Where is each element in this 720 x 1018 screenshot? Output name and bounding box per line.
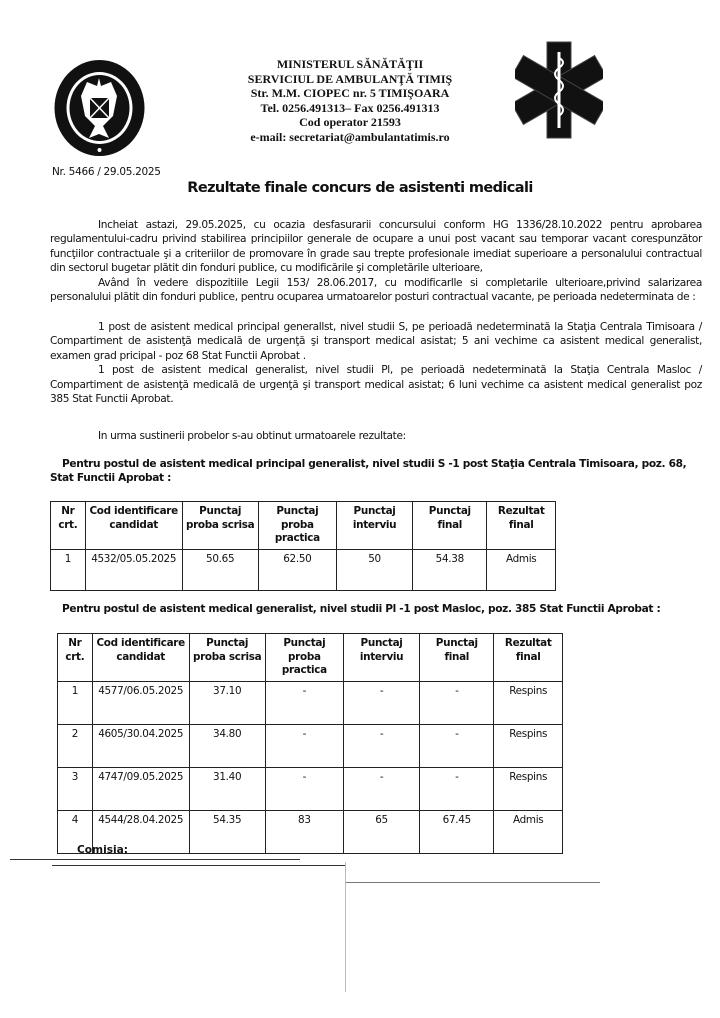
service-name: SERVICIUL DE AMBULANŢĂ TIMIŞ bbox=[247, 71, 453, 86]
cell-practica: 62.50 bbox=[258, 549, 336, 590]
cell-scris: 50.65 bbox=[182, 549, 258, 590]
institution-header bbox=[200, 57, 500, 145]
address: Str. M.M. CIOPEC nr. 5 TIMIŞOARA bbox=[250, 86, 450, 101]
col-nr: Nr crt. bbox=[58, 634, 93, 682]
table-row bbox=[58, 767, 563, 810]
results-table-timisoara bbox=[50, 501, 556, 591]
seal-icon bbox=[52, 58, 147, 168]
cell-practica: - bbox=[265, 767, 343, 810]
position-masloc: 1 post de asistent medical generalist, nivel studii Pl, pe perioadă nedeterminată la Staţia Centrala Masloc / Compartiment de asistenţă medicală de urgenţă şi transport medical asistat; 6 luni vechime ca asistent medical generalist poz 385 Stat Functii Aprobat. bbox=[50, 364, 702, 406]
cell-nr: 4 bbox=[58, 810, 93, 853]
col-cod: Cod identificare candidat bbox=[85, 502, 182, 550]
cell-final: 67.45 bbox=[420, 810, 494, 853]
col-scris: Punctaj proba scrisa bbox=[182, 502, 258, 550]
cell-scris: 34.80 bbox=[189, 724, 265, 767]
cell-interviu: - bbox=[343, 724, 419, 767]
results-table-masloc bbox=[57, 633, 563, 854]
cell-final: - bbox=[420, 767, 494, 810]
cell-cod: 4544/28.04.2025 bbox=[92, 810, 189, 853]
col-scris: Punctaj proba scrisa bbox=[189, 634, 265, 682]
table-row bbox=[58, 810, 563, 853]
col-interviu: Punctaj interviu bbox=[336, 502, 412, 550]
cell-rezultat: Respins bbox=[494, 681, 563, 724]
cell-cod: 4605/30.04.2025 bbox=[92, 724, 189, 767]
position-timisoara: 1 post de asistent medical principal generallst, nivel studii S, pe perioadă nedeterminată la Staţia Centrala Timisoara / Compartiment de asistenţă medicală de urgenţă şi transport medical asistat; 5 ani vechime ca asistent medical generalist, examen grad pricipal - poz 68 Stat Functii Aprobat . bbox=[50, 321, 702, 362]
star-of-life-icon bbox=[515, 40, 603, 140]
cell-nr: 3 bbox=[58, 767, 93, 810]
cell-final: 54.38 bbox=[413, 549, 487, 590]
paragraph-legal-basis: Incheiat astazi, 29.05.2025, cu ocazia desfasurarii concursului conform HG 1336/28.10.2022 pentru aprobarea regulamentului-cadru privind stabilirea principiilor generale de ocupare a unui post vacant sau temporar vacant corespunzător funcţiilor contractuale şi a criteriilor de promovare în grade sau trepte profesionale imediat superioare a personalului contractual din sectorul bugetar plătit din fonduri publice, cu modificările şi completările ulterioare, bbox=[50, 219, 702, 275]
operator-code: Cod operator 21593 bbox=[299, 115, 401, 130]
redaction-line bbox=[345, 882, 600, 883]
cell-nr: 1 bbox=[58, 681, 93, 724]
results-intro-text: In urma sustinerii probelor s-au obtinut urmatoarele rezultate: bbox=[98, 430, 406, 442]
cell-interviu: - bbox=[343, 767, 419, 810]
table-header-row bbox=[51, 502, 556, 550]
table-row bbox=[51, 549, 556, 590]
col-cod: Cod identificare candidat bbox=[92, 634, 189, 682]
cell-interviu: 50 bbox=[336, 549, 412, 590]
col-rezultat: Rezultat final bbox=[487, 502, 556, 550]
cell-scris: 31.40 bbox=[189, 767, 265, 810]
cell-final: - bbox=[420, 724, 494, 767]
cell-cod: 4532/05.05.2025 bbox=[85, 549, 182, 590]
col-final: Punctaj final bbox=[413, 502, 487, 550]
intro-paragraphs bbox=[50, 218, 702, 304]
cell-interviu: 65 bbox=[343, 810, 419, 853]
cell-practica: - bbox=[265, 724, 343, 767]
commission-label: Comisia: bbox=[77, 844, 129, 856]
cell-rezultat: Admis bbox=[487, 549, 556, 590]
document-title: Rezultate finale concurs de asistenti medicali bbox=[187, 180, 533, 196]
redaction-divider bbox=[345, 862, 346, 992]
cell-rezultat: Respins bbox=[494, 767, 563, 810]
col-final: Punctaj final bbox=[420, 634, 494, 682]
cell-cod: 4577/06.05.2025 bbox=[92, 681, 189, 724]
ministry-name: MINISTERUL SĂNĂTĂŢII bbox=[276, 57, 424, 71]
section-heading-timisoara: Pentru postul de asistent medical principal generalist, nivel studii S -1 post Staţia Centrala Timisoara, poz. 68, Stat Functii Aprobat : bbox=[50, 458, 687, 485]
col-practica: Punctaj proba practica bbox=[265, 634, 343, 682]
cell-nr: 2 bbox=[58, 724, 93, 767]
table-header-row bbox=[58, 634, 563, 682]
col-interviu: Punctaj interviu bbox=[343, 634, 419, 682]
cell-scris: 54.35 bbox=[189, 810, 265, 853]
col-practica: Punctaj proba practica bbox=[258, 502, 336, 550]
paragraph-salary-law: Având în vedere dispozitiile Legii 153/ 28.06.2017, cu modificarlle si completarile ulterioare,privind salarizarea personalului plătit din fonduri publice, pentru ocuparea urmatoarelor posturi contractual vacante, pe perioada nedeterminata de : bbox=[50, 276, 702, 304]
cell-practica: - bbox=[265, 681, 343, 724]
redaction-line bbox=[52, 865, 345, 866]
cell-cod: 4747/09.05.2025 bbox=[92, 767, 189, 810]
cell-final: - bbox=[420, 681, 494, 724]
redaction-line bbox=[10, 859, 300, 860]
table-row bbox=[58, 681, 563, 724]
cell-interviu: - bbox=[343, 681, 419, 724]
cell-practica: 83 bbox=[265, 810, 343, 853]
col-nr: Nr crt. bbox=[51, 502, 86, 550]
phone-fax: Tel. 0256.491313– Fax 0256.491313 bbox=[260, 100, 440, 115]
cell-rezultat: Respins bbox=[494, 724, 563, 767]
positions-list bbox=[50, 320, 702, 406]
table-row bbox=[58, 724, 563, 767]
results-intro bbox=[50, 429, 702, 443]
section-heading-masloc: Pentru postul de asistent medical generalist, nivel studii Pl -1 post Masloc, poz. 385 Stat Functii Aprobat : bbox=[62, 603, 661, 615]
col-rezultat: Rezultat final bbox=[494, 634, 563, 682]
email: e-mail: secretariat@ambulantatimis.ro bbox=[250, 129, 450, 144]
cell-rezultat: Admis bbox=[494, 810, 563, 853]
document-number: Nr. 5466 / 29.05.2025 bbox=[52, 166, 161, 178]
cell-scris: 37.10 bbox=[189, 681, 265, 724]
cell-nr: 1 bbox=[51, 549, 86, 590]
